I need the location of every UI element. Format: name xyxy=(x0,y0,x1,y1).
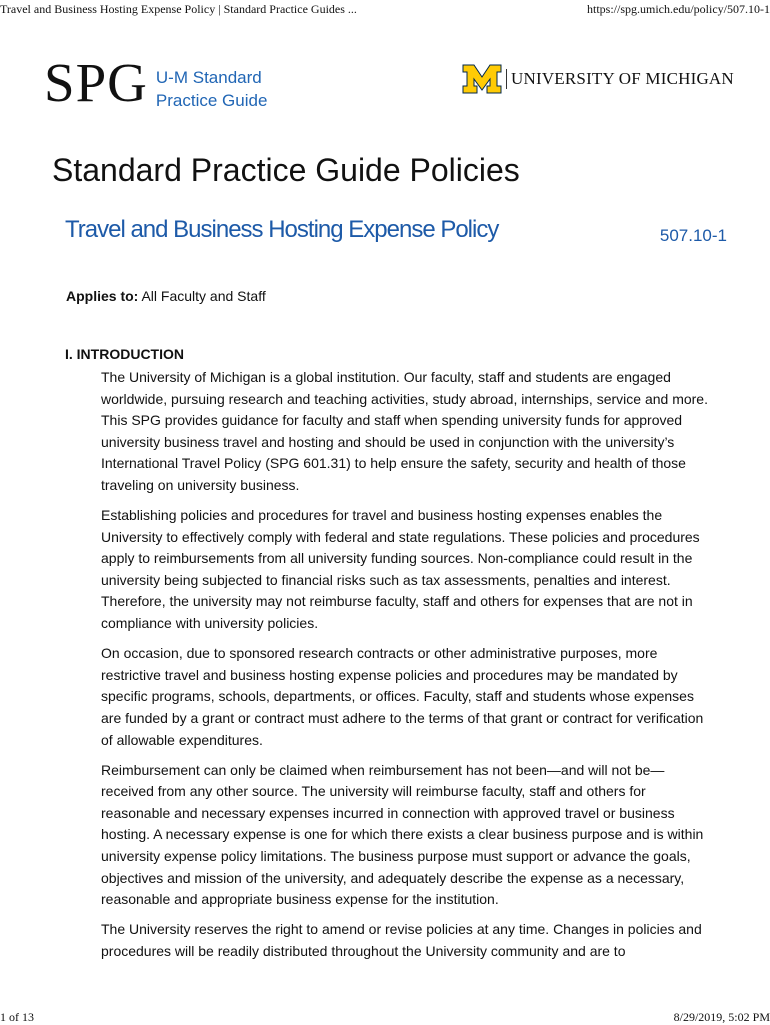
paragraph: Establishing policies and procedures for travel and business hosting expenses enables the University to effectively comply with federal and state regulations. These policies and procedures apply to reimbursements from all university funding sources. Non-compliance could result in the university being subjected to financial risks such as tax assessments, penalties and interest. Therefore, the university may not reimburse faculty, staff and others for expenses that are not in compliance with university policies. xyxy=(101,507,700,632)
print-timestamp: 8/29/2019, 5:02 PM xyxy=(673,1010,770,1024)
page-title: Standard Practice Guide Policies xyxy=(52,152,520,188)
applies-to xyxy=(66,288,266,304)
spg-brand xyxy=(44,52,268,113)
spg-subtitle xyxy=(156,66,268,112)
section-body xyxy=(101,367,711,971)
section-heading xyxy=(65,346,184,362)
page-count: 1 of 13 xyxy=(0,1010,34,1024)
section-title: INTRODUCTION xyxy=(76,346,184,362)
applies-to-label: Applies to: xyxy=(66,288,139,304)
paragraph: Reimbursement can only be claimed when reimbursement has not been—and will not be—received from any other source. The university will reimburse faculty, staff and others for reasonable and necessary expenses incurred in connection with approved travel or business hosting. A necessary expense is one for which there exists a clear business purpose and is within university expense policy limitations. The business purpose must support or advance the goals, objectives and mission of the university, and adequately describe the expense as a necessary, reasonable and appropriate business expense for the institution. xyxy=(101,761,704,908)
spg-subtitle-line2: Practice Guide xyxy=(155,91,268,110)
umich-logo xyxy=(462,64,734,94)
print-footer xyxy=(0,1008,770,1024)
applies-to-value: All Faculty and Staff xyxy=(141,288,266,304)
section-number: I. xyxy=(65,346,73,362)
paragraph: On occasion, due to sponsored research contracts or other administrative purposes, more restrictive travel and business hosting expense policies and procedures may be mandated by specific programs, schools, departments, or offices. Faculty, staff and students whose expenses are funded by a grant or contract must adhere to the terms of that grant or contract for verification of allowable expenditures. xyxy=(101,645,704,748)
paragraph: The University of Michigan is a global institution. Our faculty, staff and students are engaged worldwide, pursuing research and teaching activities, study abroad, internships, service and more. This SPG provides guidance for faculty and staff when spending university funds for approved university business travel and hosting and should be used in conjunction with the university’s International Travel Policy (SPG 601.31) to help ensure the safety, security and health of those traveling on university business. xyxy=(101,369,708,493)
block-m-icon xyxy=(462,64,502,94)
print-header-url: https://spg.umich.edu/policy/507.10-1 xyxy=(587,2,770,16)
policy-title: Travel and Business Hosting Expense Policy xyxy=(65,216,499,243)
spg-subtitle-line1: U-M Standard xyxy=(155,68,262,87)
policy-number: 507.10-1 xyxy=(659,226,727,245)
print-header-title: Travel and Business Hosting Expense Policy | Standard Practice Guides ... xyxy=(0,2,357,16)
umich-wordmark: UNIVERSITY OF MICHIGAN xyxy=(506,69,734,89)
spg-logo: SPG xyxy=(44,52,148,113)
paragraph: The University reserves the right to amend or revise policies at any time. Changes in policies and procedures will be readily distributed throughout the University community and are to xyxy=(101,921,702,959)
print-header xyxy=(0,0,770,16)
